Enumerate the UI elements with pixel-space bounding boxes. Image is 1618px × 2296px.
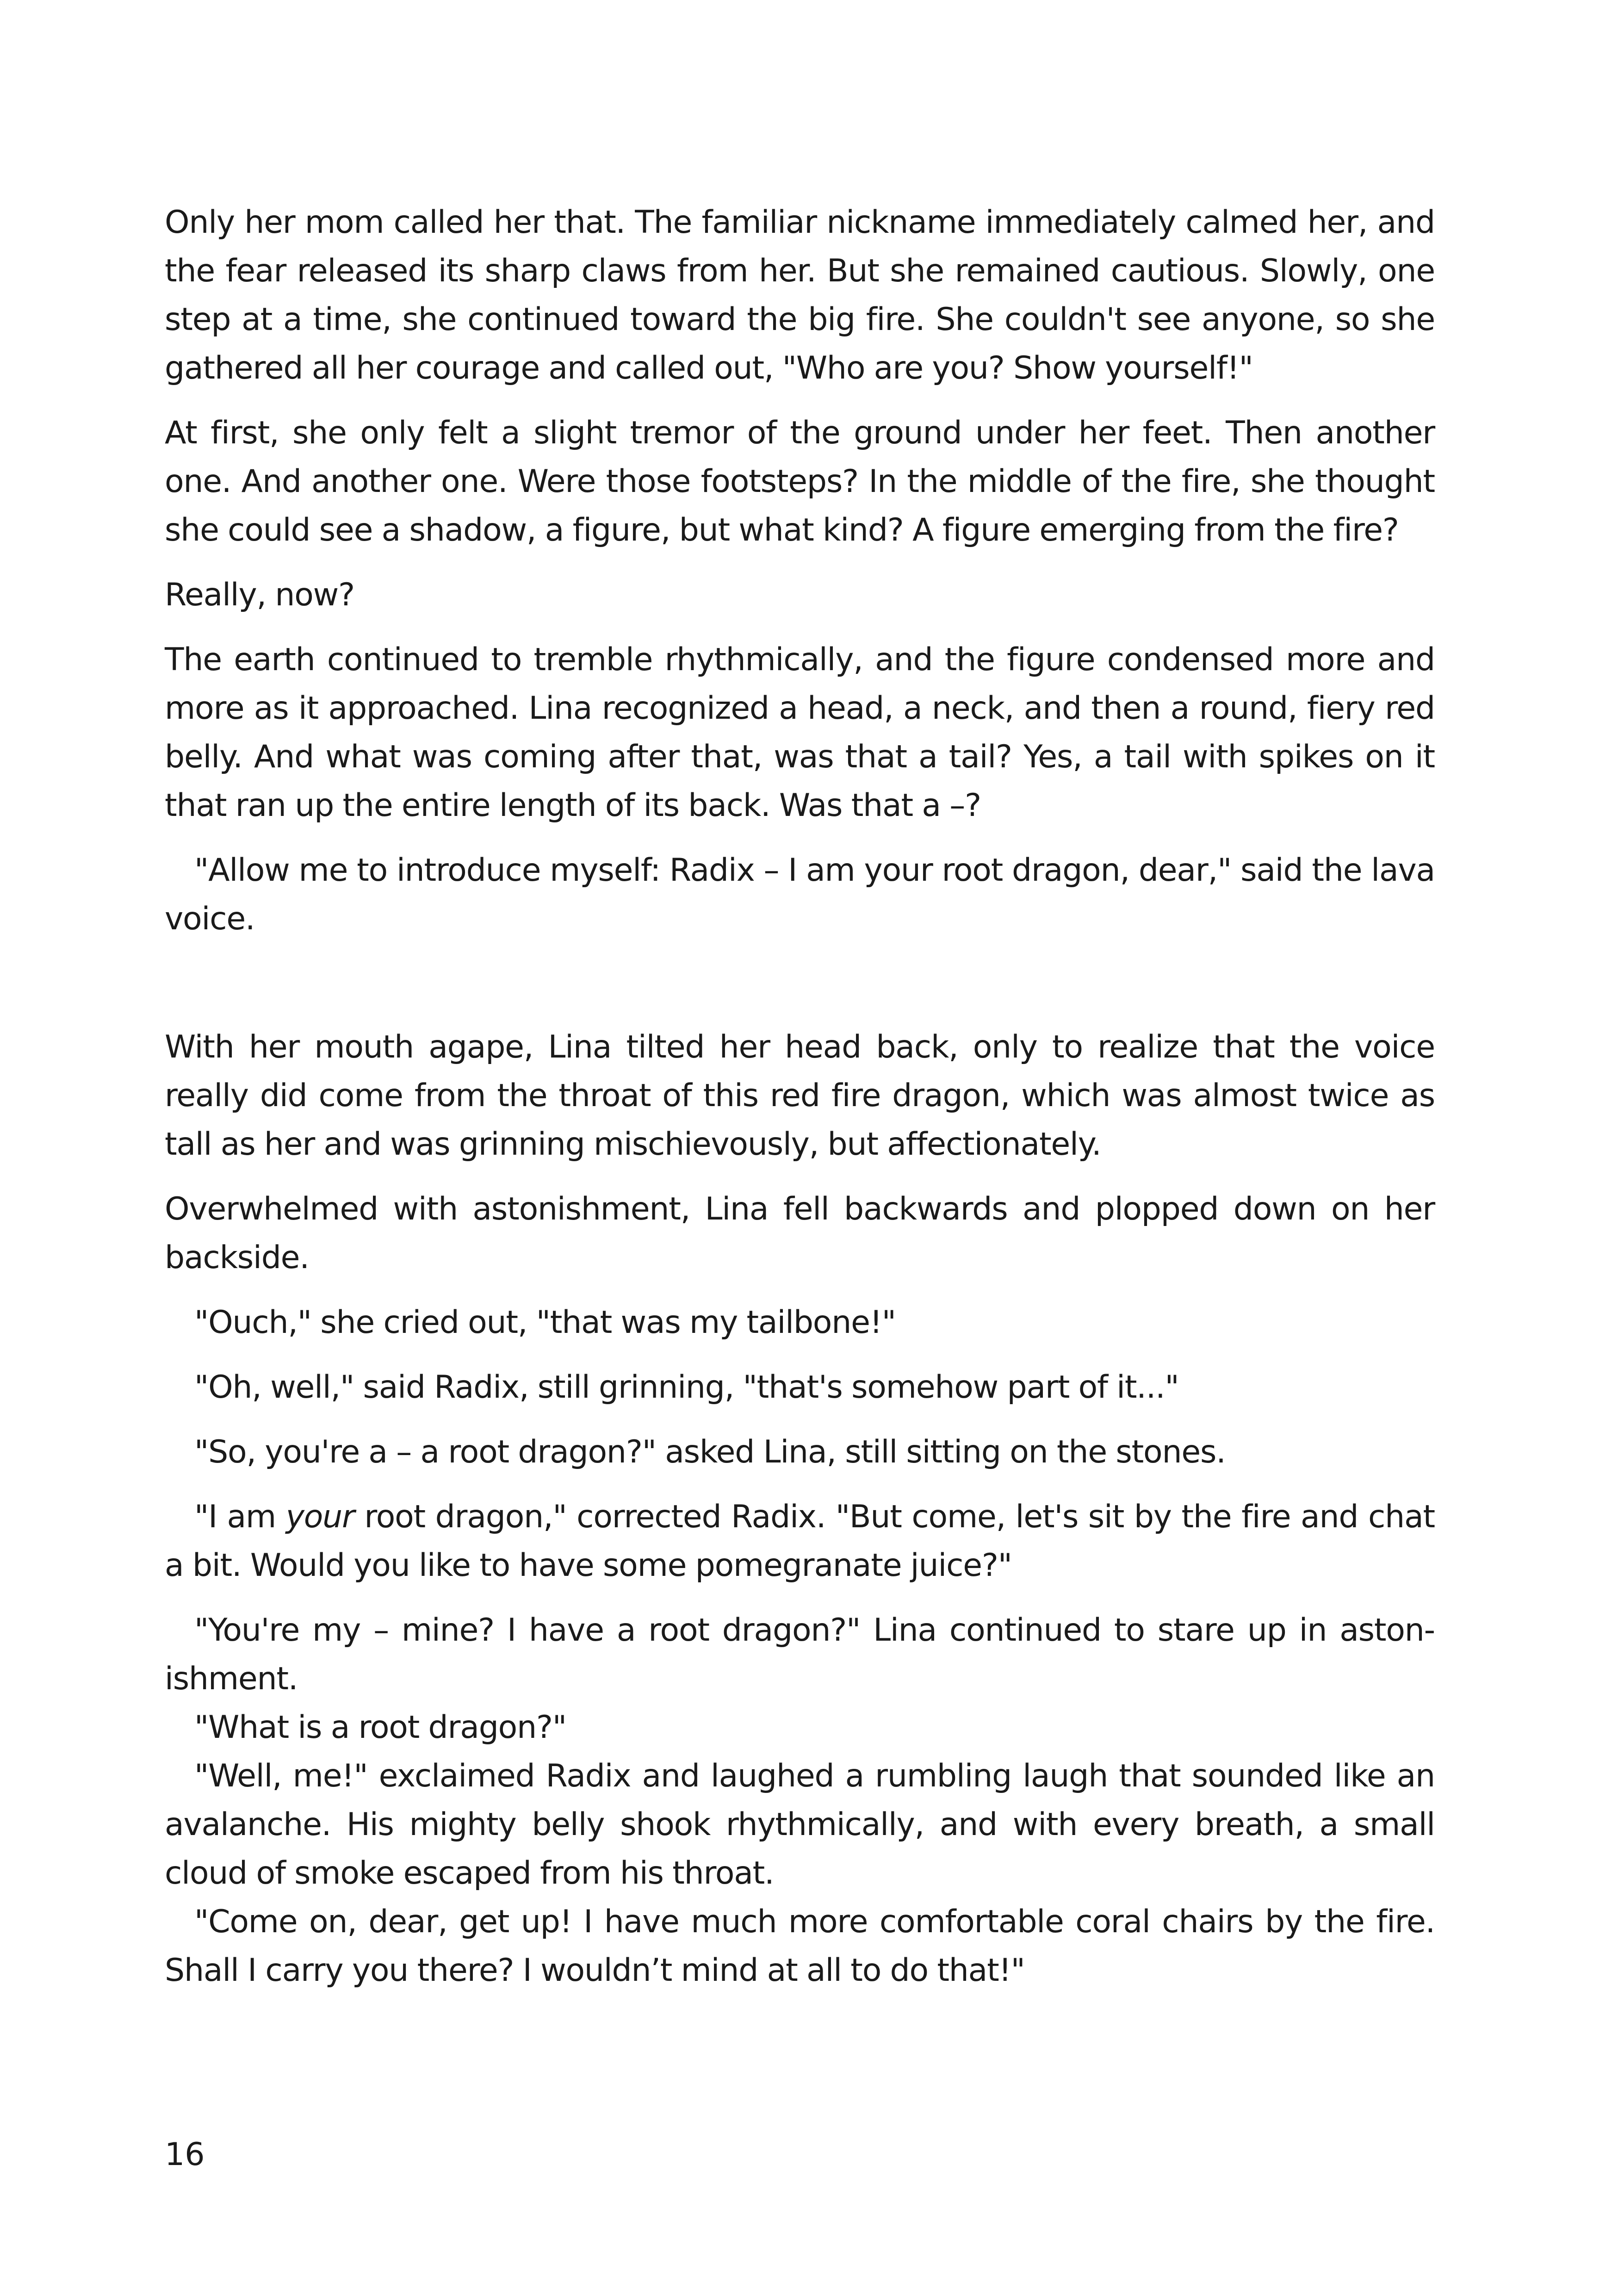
paragraph: Really, now? <box>165 577 354 613</box>
page-number: 16 <box>165 2136 205 2173</box>
paragraph: The earth continued to tremble rhythmically, and the figure condensed more and more as it approached. Lina recognized a head, a neck, and then a round, fiery red belly. And what was coming after that, was that a tail? Yes, a tail with spikes on it that ran up the entire length of its back. Was that a –? <box>165 641 1435 824</box>
emphasized-text: your <box>285 1499 354 1535</box>
dialogue-paragraph <box>165 1493 1435 1590</box>
dialogue-paragraph: "So, you're a – a root dragon?" asked Lina, still sitting on the stones. <box>194 1434 1226 1470</box>
dialogue-paragraph: "What is a root dragon?" <box>194 1709 566 1746</box>
dialogue-paragraph: "Well, me!" exclaimed Radix and laughed a rumbling laugh that sounded like an avalanche. His mighty belly shook rhythmically, and with every breath, a small cloud of smoke escaped from his throat. <box>165 1758 1435 1892</box>
paragraph: At first, she only felt a slight tremor of the ground under her feet. Then another one. And another one. Were those footsteps? In the middle of the fire, she thought she could see a shadow, a figure, but what kind? A figure emerging from the fire? <box>165 415 1435 548</box>
paragraph: With her mouth agape, Lina tilted her head back, only to realize that the voice really did come from the throat of this red fire dragon, which was almost twice as tall as her and was grinning mischievously, but affectionately. <box>165 1029 1435 1163</box>
paragraph: Overwhelmed with astonishment, Lina fell backwards and plopped down on her backside. <box>165 1191 1435 1276</box>
paragraph: Only her mom called her that. The familiar nickname immediately calmed her, and the fear released its sharp claws from her. But she remained cautious. Slowly, one step at a time, she continued toward the big fire. She couldn't see anyone, so she gathered all her courage and called out, "Who are you? Show yourself!" <box>165 204 1435 386</box>
dialogue-paragraph: "Oh, well," said Radix, still grinning, "that's somehow part of it..." <box>194 1369 1179 1406</box>
dialogue-paragraph: "Allow me to introduce myself: Radix – I am your root dragon, dear," said the lava voice. <box>165 852 1435 937</box>
dialogue-text: root dragon," corrected Radix. "But come, let's sit by the fire and chat a bit. Would you like to have some pomegranate juice?" <box>165 1499 1435 1584</box>
body-text <box>165 198 1435 1995</box>
dialogue-paragraph: "Ouch," she cried out, "that was my tailbone!" <box>194 1304 896 1341</box>
dialogue-paragraph: "You're my – mine? I have a root dragon?" Lina continued to stare up in aston-ishment. <box>165 1612 1435 1697</box>
dialogue-text: "I am <box>194 1499 286 1535</box>
dialogue-paragraph: "Come on, dear, get up! I have much more comfortable coral chairs by the fire. Shall I carry you there? I wouldn’t mind at all to do that!" <box>165 1904 1435 1989</box>
